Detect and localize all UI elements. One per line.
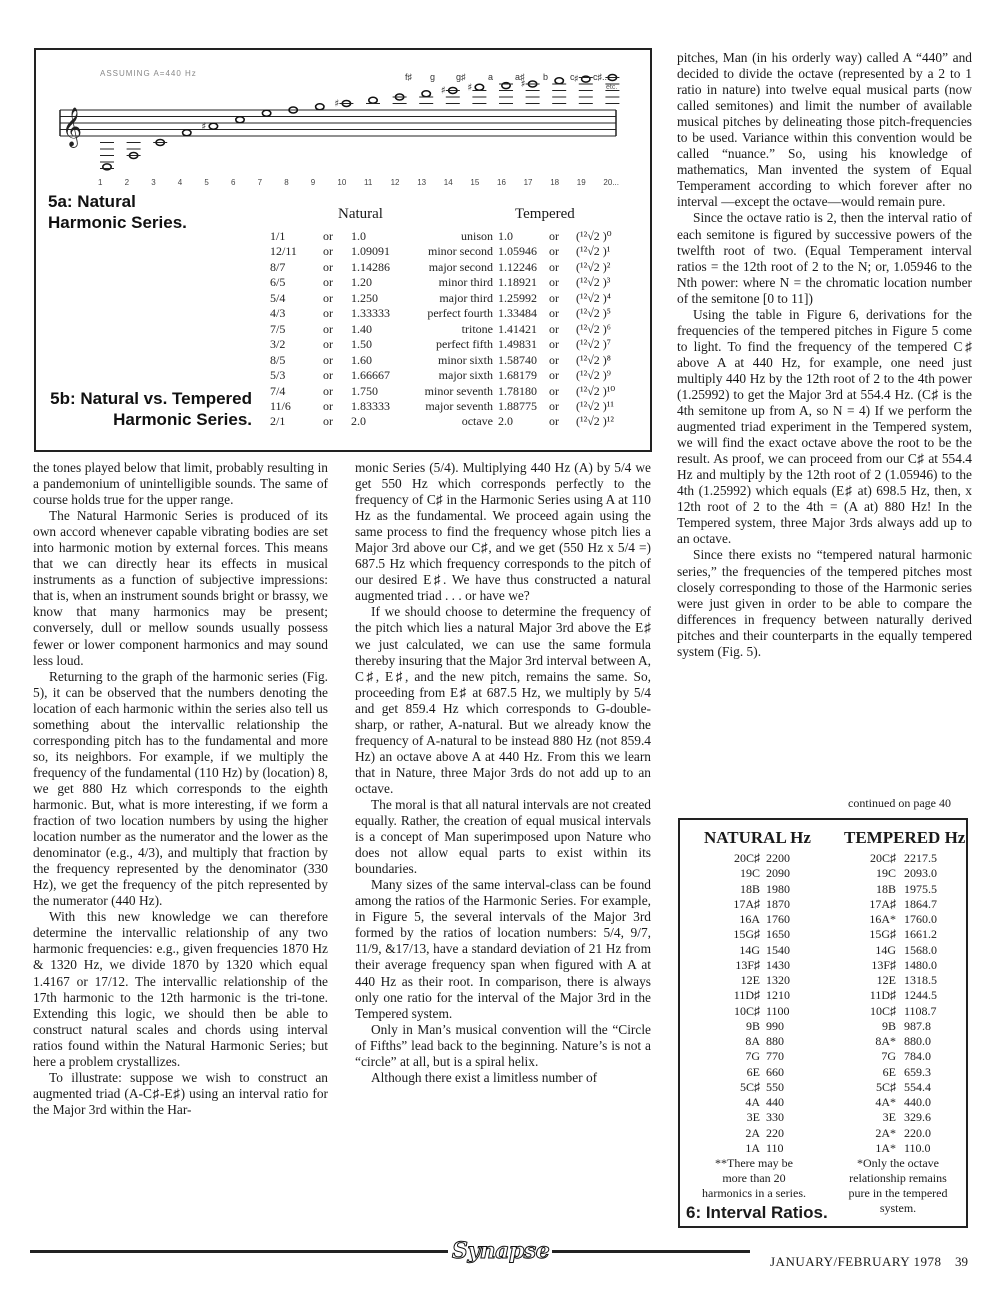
- ratio-cell-temp: 1.58740: [498, 352, 537, 367]
- caption-5b-line2: Harmonic Series.: [113, 410, 252, 429]
- hz-note-left-2: more than 20: [722, 1171, 786, 1185]
- ratio-cell-or1: or: [323, 306, 333, 321]
- hz-row: [680, 882, 970, 897]
- note-name-label: c♯...: [593, 72, 610, 82]
- footer-date: JANUARY/FEBRUARY 1978: [770, 1254, 942, 1269]
- harmonic-number: 1: [98, 178, 103, 187]
- hz-cell-tl: 9B: [881, 1018, 896, 1033]
- hz-note-left-3: harmonics in a series.: [702, 1186, 806, 1200]
- ratio-cell-or1: or: [323, 352, 333, 367]
- paragraph: Many sizes of the same interval-class can be found among the ratios of the Harmonic Series. For example, in Figure 5, the several intervals of the Major 3rd formed by the ratios of location numbers: 5/4, 9/7, 11/9, &17/13, have a standard deviation of 21 Hz from their average frequency span when figured with A at 440 Hz as their root. In comparison, there is always only one ratio for the interval of the Major 3rd in the Tempered system.: [355, 877, 651, 1021]
- ratio-cell-temp: 1.05946: [498, 244, 537, 259]
- ratio-cell-temp: 1.0: [498, 229, 513, 243]
- ratio-cell-name: perfect fourth: [427, 306, 493, 321]
- ratio-cell-name: minor sixth: [437, 352, 493, 367]
- footer-rule: [30, 1250, 750, 1253]
- hz-cell-nl: 12E: [740, 973, 760, 987]
- ratio-cell-expr: (¹²√2 )¹²: [576, 414, 614, 429]
- hz-row: [680, 1110, 970, 1125]
- hz-note-right-4: system.: [879, 1201, 917, 1215]
- ratio-cell-ratio: 6/5: [270, 275, 286, 290]
- hz-cell-tl: 10C♯: [869, 1003, 896, 1018]
- hz-cell-tl: 6E: [882, 1064, 896, 1079]
- paragraph: the tones played below that limit, probably resulting in a pandemonium of unintelligible sounds. The same of course holds true for the upper range.: [33, 460, 328, 508]
- ratio-cell-expr: (¹²√2 )⁴: [576, 290, 611, 305]
- harmonic-number: 15: [470, 178, 480, 187]
- harmonic-number: 20...: [603, 178, 619, 187]
- note-head: [236, 117, 244, 123]
- harmonic-number: 9: [310, 178, 316, 187]
- harmonic-number: 3: [151, 178, 156, 187]
- hz-row: [680, 1095, 970, 1110]
- text-column-2: [355, 460, 651, 1086]
- ratio-cell-ratio: 5/4: [270, 290, 286, 305]
- ratio-cell-name: major sixth: [438, 368, 493, 383]
- ratio-cell-ratio: 8/7: [270, 259, 286, 274]
- interval-ratios-box: [678, 818, 968, 1228]
- ratio-cell-nat: 1.33333: [351, 306, 390, 321]
- hz-row: [680, 1126, 970, 1141]
- hz-row: [680, 1004, 970, 1019]
- ratio-row: [270, 291, 640, 307]
- hz-row: [680, 1141, 970, 1156]
- hz-row: [680, 1019, 970, 1034]
- hz-cell-nl: 15G♯: [733, 927, 760, 942]
- ratio-cell-or1: or: [323, 383, 333, 398]
- hz-cell-tl: 16A*: [869, 912, 896, 926]
- ratio-cell-expr: (¹²√2 )²: [576, 259, 611, 274]
- ratio-cell-ratio: 7/4: [270, 383, 286, 398]
- ratio-cell-nat: 1.0: [351, 229, 366, 243]
- ratio-cell-name: octave: [461, 414, 493, 429]
- hz-cell-nv: 660: [766, 1064, 784, 1079]
- hz-cell-tl: 2A*: [875, 1125, 896, 1140]
- ratio-cell-temp: 1.41421: [498, 321, 537, 336]
- hz-cell-nv: 1540: [766, 942, 790, 957]
- hz-cell-tv: 220.0: [904, 1125, 931, 1140]
- hz-cell-tv: 2093.0: [904, 866, 937, 881]
- note-head: [422, 91, 430, 97]
- hz-cell-nv: 1100: [766, 1003, 790, 1018]
- ratio-cell-name: perfect fifth: [436, 337, 493, 352]
- ratio-cell-nat: 1.09091: [351, 244, 390, 259]
- note-name-label: c: [570, 72, 575, 82]
- hz-cell-tv: 659.3: [904, 1064, 931, 1079]
- hz-header-natural: NATURAL Hz: [704, 828, 811, 847]
- ratio-cell-ratio: 7/5: [270, 321, 286, 336]
- ratio-cell-nat: 1.50: [351, 337, 372, 352]
- ratio-cell-or1: or: [323, 290, 333, 305]
- ratio-cell-or1: or: [323, 259, 333, 274]
- ratio-row: [270, 368, 640, 384]
- hz-cell-nl: 9B: [745, 1018, 760, 1033]
- hz-cell-nv: 440: [766, 1095, 784, 1109]
- paragraph: Since there exists no “tempered natural harmonic series,” the frequencies of the tempered pitches most closely corresponding to those of the Harmonic series were just given in order to be able to compare the differences in frequency between naturally derived pitches and their counterparts in the equally tempered system (Fig. 5).: [677, 547, 972, 659]
- figure-note-names: [0, 72, 640, 86]
- synapse-logo: Synapse: [452, 1238, 550, 1264]
- hz-note-right-2: relationship remains: [849, 1171, 947, 1185]
- ratio-cell-nat: 1.83333: [351, 398, 390, 413]
- hz-row: [680, 1034, 970, 1049]
- paragraph: With this new knowledge we can therefore determine the intervallic relationship of any two harmonic frequencies: e.g., given frequencies 1870 Hz & 1320 Hz, we divide 1870 by 1320 which equal 1.4167 or 17/12. The intervallic relationship of the 17th harmonic to the 12th harmonic is the tri-tone. Extending this logic, we should then be able to construct natural scales and chords using interval ratios found within the Natural Harmonic Series; but here a problem crystallizes.: [33, 909, 328, 1069]
- hz-cell-nv: 220: [766, 1125, 784, 1140]
- ratio-cell-nat: 1.250: [351, 290, 378, 305]
- ratio-row: [270, 384, 640, 400]
- hz-cell-nv: 880: [766, 1034, 784, 1048]
- hz-cell-tl: 4A*: [875, 1095, 896, 1109]
- caption-5b-line1: 5b: Natural vs. Tempered: [50, 389, 252, 408]
- hz-cell-nl: 6E: [746, 1064, 760, 1079]
- text-column-1: [33, 460, 328, 1118]
- ratio-cell-temp: 1.25992: [498, 290, 537, 305]
- hz-cell-nv: 2090: [766, 866, 790, 881]
- hz-cell-nv: 330: [766, 1110, 784, 1125]
- hz-cell-nl: 11D♯: [733, 988, 760, 1003]
- harmonic-number: 19: [576, 178, 586, 187]
- ratio-cell-name: major third: [439, 290, 493, 305]
- ratio-cell-expr: (¹²√2 )⁵: [576, 306, 611, 321]
- hz-cell-nl: 14G: [739, 942, 760, 957]
- hz-cell-nv: 2200: [766, 851, 790, 865]
- harmonic-number: 16: [497, 178, 506, 187]
- hz-cell-tl: 8A*: [875, 1034, 896, 1048]
- hz-header-tempered: TEMPERED Hz: [844, 828, 966, 847]
- ratio-cell-or2: or: [549, 414, 559, 429]
- harmonic-number: 2: [124, 178, 130, 187]
- ratio-cell-name: minor third: [438, 275, 493, 290]
- note-head: [262, 110, 270, 116]
- ratio-row: [270, 353, 640, 369]
- ratio-cell-or1: or: [323, 244, 333, 259]
- harmonic-number: 8: [284, 178, 289, 187]
- ratio-cell-nat: 1.60: [351, 352, 372, 367]
- hz-cell-tv: 1568.0: [904, 942, 937, 957]
- hz-cell-tl: 19C: [875, 866, 896, 881]
- hz-cell-tv: 554.4: [904, 1079, 931, 1094]
- ratio-table: [270, 229, 640, 439]
- hz-row: [680, 866, 970, 881]
- harmonic-number: 5: [204, 178, 209, 187]
- hz-row: [680, 958, 970, 973]
- note-name-label: g♯: [456, 72, 466, 82]
- ratio-cell-or2: or: [549, 368, 559, 383]
- ratio-cell-or2: or: [549, 398, 559, 413]
- continued-note: continued on page 40: [848, 796, 951, 810]
- ratio-row: [270, 275, 640, 291]
- ratio-cell-name: minor second: [428, 244, 493, 259]
- ratio-cell-or2: or: [549, 383, 559, 398]
- paragraph: To illustrate: suppose we wish to construct an augmented triad (A-C♯-E♯) using an interval ratio for the Major 3rd within the Har-: [33, 1069, 328, 1117]
- hz-cell-nv: 110: [766, 1140, 784, 1155]
- ratio-cell-ratio: 3/2: [270, 337, 286, 352]
- treble-clef-icon: 𝄞: [62, 107, 83, 147]
- sharp-sign-icon: ♯: [573, 74, 579, 86]
- ratio-cell-nat: 1.14286: [351, 259, 390, 274]
- ratio-cell-expr: (¹²√2 )⁹: [576, 368, 611, 383]
- hz-cell-tl: 17A♯: [869, 896, 896, 911]
- caption-6: 6: Interval Ratios.: [686, 1203, 828, 1222]
- hz-cell-tl: 14G: [875, 942, 896, 957]
- paragraph: Although there exist a limitless number of: [371, 1069, 598, 1085]
- hz-cell-tl: 7G: [881, 1049, 896, 1064]
- hz-cell-nl: 18B: [739, 881, 760, 896]
- ratio-cell-expr: (¹²√2 )⁸: [576, 352, 611, 367]
- hz-cell-tv: 1975.5: [904, 881, 937, 896]
- hz-note-right-3: pure in the tempered: [848, 1186, 948, 1200]
- hz-row: [680, 927, 970, 942]
- ratio-cell-expr: (¹²√2 )⁶: [576, 321, 611, 336]
- ratio-cell-expr: (¹²√2 )¹¹: [576, 398, 614, 413]
- harmonic-number: 10: [337, 178, 347, 187]
- hz-cell-nv: 1760: [766, 912, 790, 926]
- hz-cell-tl: 13F♯: [871, 957, 896, 972]
- paragraph: The Natural Harmonic Series is produced of its own accord whenever capable vibrating bodies are set into harmonic motion by external forces. This means that we can directly hear its effects in musical instruments as a function of subjective impressions: that is, when an instrument sounds bright or brassy, we know that many harmonics may be present; conversely, dull or mellow sounds usually possess fewer or lower component harmonics and may sound less loud.: [33, 508, 328, 668]
- hz-cell-tv: 1864.7: [904, 896, 937, 911]
- hz-cell-nl: 19C: [739, 866, 760, 881]
- ratio-cell-expr: (¹²√2 )¹: [576, 244, 611, 259]
- ratio-cell-or1: or: [323, 275, 333, 290]
- hz-cell-nl: 2A: [745, 1125, 760, 1140]
- hz-row: [680, 988, 970, 1003]
- harmonic-number: 14: [443, 178, 453, 187]
- hz-cell-nl: 8A: [745, 1034, 760, 1048]
- ratio-cell-ratio: 12/11: [270, 244, 297, 259]
- hz-cell-tl: 12E: [876, 973, 896, 987]
- ratio-row: [270, 399, 640, 415]
- ratio-cell-or2: or: [549, 321, 559, 336]
- ratio-cell-expr: (¹²√2 )⁷: [576, 337, 611, 352]
- hz-cell-tv: 880.0: [904, 1034, 931, 1048]
- hz-row: [680, 851, 970, 866]
- ratio-cell-or1: or: [323, 368, 333, 383]
- header-tempered: Tempered: [515, 206, 575, 222]
- hz-row: [680, 897, 970, 912]
- ratio-cell-nat: 2.0: [351, 414, 366, 429]
- ratio-cell-or2: or: [549, 229, 559, 243]
- harmonic-number-row: [0, 178, 640, 190]
- hz-cell-nl: 4A: [745, 1095, 760, 1109]
- hz-cell-nl: 5C♯: [739, 1079, 760, 1094]
- sharp-sign-icon: ♯: [467, 82, 473, 94]
- hz-cell-tv: 2217.5: [904, 851, 937, 865]
- hz-rows: [680, 851, 970, 1161]
- ratio-cell-name: unison: [460, 229, 493, 243]
- hz-cell-tl: 20C♯: [869, 851, 896, 865]
- note-name-label: f♯: [405, 72, 413, 82]
- hz-cell-nl: 10C♯: [733, 1003, 760, 1018]
- harmonic-number: 6: [231, 178, 236, 187]
- ratio-cell-temp: 1.68179: [498, 368, 537, 383]
- ratio-cell-temp: 1.49831: [498, 337, 537, 352]
- hz-cell-nl: 13F♯: [735, 957, 760, 972]
- ratio-cell-or2: or: [549, 290, 559, 305]
- ratio-cell-temp: 1.88775: [498, 398, 537, 413]
- sharp-sign-icon: ♯: [440, 85, 446, 97]
- note-head: [316, 104, 324, 110]
- hz-cell-tv: 440.0: [904, 1095, 931, 1109]
- ratio-row: [270, 306, 640, 322]
- sharp-sign-icon: ♯: [520, 79, 526, 90]
- ratio-cell-nat: 1.20: [351, 275, 372, 290]
- ratio-row: [270, 322, 640, 338]
- ratio-cell-ratio: 4/3: [270, 306, 286, 321]
- ratio-cell-expr: (¹²√2 )¹⁰: [576, 383, 616, 398]
- ratio-cell-nat: 1.40: [351, 321, 372, 336]
- hz-cell-nl: 1A: [745, 1140, 760, 1155]
- hz-row: [680, 1080, 970, 1095]
- harmonic-number: 12: [390, 178, 400, 187]
- hz-cell-tv: 1760.0: [904, 912, 937, 926]
- ratio-cell-or2: or: [549, 244, 559, 259]
- ratio-cell-or2: or: [549, 275, 559, 290]
- harmonic-number: 11: [364, 178, 373, 187]
- ratio-cell-nat: 1.66667: [351, 368, 390, 383]
- hz-cell-tv: 1244.5: [904, 988, 937, 1003]
- hz-cell-nv: 1430: [766, 957, 790, 972]
- hz-cell-nv: 1320: [766, 973, 790, 987]
- hz-cell-tv: 1480.0: [904, 957, 937, 972]
- note-head: [183, 130, 191, 136]
- ratio-cell-name: minor seventh: [424, 383, 493, 398]
- page-number: 39: [955, 1254, 968, 1269]
- paragraph: Only in Man’s musical convention will the “Circle of Fifths” lead back to the beginning. Nature’s is not a “circle” at all, but is a spiral helix.: [355, 1021, 651, 1069]
- note-name-label: a: [488, 72, 494, 82]
- ratio-cell-or2: or: [549, 352, 559, 367]
- ratio-cell-temp: 1.18921: [498, 275, 537, 290]
- paragraph: Returning to the graph of the harmonic series (Fig. 5), it can be observed that the numbers denoting the location of each harmonic within the series also tell us something about the intervallic relationship the corresponding pitch has to the fundamental and more so, its neighbors. For example, if we multiply the frequency of the fundamental (110 Hz) by (location) 8, we get 880 Hz which corresponds to the eighth harmonic. But, what is more interesting, if we form a fraction of two location numbers by using the higher location number as the numerator and the lower as the denominator (e.g., 4/3), and multiply that fraction by the frequency represented by the denominator (330 Hz), we get the frequency of the pitch represented by the numerator (440 Hz).: [33, 668, 328, 909]
- ratio-cell-or1: or: [323, 337, 333, 352]
- hz-cell-nv: 550: [766, 1079, 784, 1094]
- hz-cell-tl: 18B: [875, 881, 896, 896]
- ratio-row: [270, 414, 640, 430]
- caption-5b: [50, 388, 252, 430]
- caption-5a-line2: Harmonic Series.: [48, 213, 187, 232]
- ratio-cell-expr: (¹²√2 )³: [576, 275, 611, 290]
- note-head: [209, 123, 217, 129]
- hz-cell-tl: 3E: [882, 1110, 896, 1125]
- ratio-cell-or1: or: [323, 414, 333, 429]
- ratio-row: [270, 244, 640, 260]
- hz-cell-tv: 1661.2: [904, 927, 937, 942]
- ratio-cell-ratio: 11/6: [270, 398, 291, 413]
- paragraph: The moral is that all natural intervals are not created equally. Rather, the creation of equal musical intervals is a concept of Man superimposed upon Nature who does not allow equal parts to exist within its boundaries.: [355, 796, 651, 877]
- paragraph: If we should choose to determine the frequency of the pitch which lies a natural Major 3rd above the E♯ we just calculated, we can use the same formula thereby insuring that the Major 3rd interval between A, C♯, E♯, and the new pitch, remains the same. So, proceeding from E♯ at 687.5 Hz, we multiply by 5/4 and get 859.4 Hz which corresponds to G-double-sharp, or rather, A-natural. But we already know the frequency of A-natural to be instead 880 Hz (not 859.4 Hz) an octave above A at 440 Hz. From this we learn that in Nature, three Major 3rds do not add up to an octave.: [355, 604, 651, 796]
- hz-cell-tv: 1318.5: [904, 973, 937, 987]
- sharp-sign-icon: ♯: [201, 121, 207, 133]
- ratio-cell-temp: 1.33484: [498, 306, 537, 321]
- ratio-cell-or2: or: [549, 306, 559, 321]
- note-name-label: a♯: [515, 72, 525, 82]
- hz-cell-tv: 329.6: [904, 1110, 931, 1125]
- paragraph: monic Series (5/4). Multiplying 440 Hz (A) by 5/4 we get 550 Hz which corresponds perfectly to the frequency of C♯ in the Harmonic Series using A at 110 Hz as the fundamental. We proceed again using the same process to find the frequency whose pitch lies a Major 3rd above our C♯, and we get (550 Hz x 5/4 =) 687.5 Hz which frequency corresponds to the pitch of our desired E♯. We have thus constructed a natural augmented triad . . . or have we?: [355, 460, 651, 604]
- hz-cell-tl: 15G♯: [869, 927, 896, 942]
- header-natural: Natural: [338, 206, 383, 222]
- hz-cell-tl: 1A*: [875, 1140, 896, 1155]
- caption-5a-line1: 5a: Natural: [48, 192, 136, 211]
- ratio-cell-temp: 1.78180: [498, 383, 537, 398]
- hz-row: [680, 912, 970, 927]
- figure-assuming-label: ASSUMING A=440 Hz: [100, 69, 197, 78]
- hz-row: [680, 943, 970, 958]
- sharp-sign-icon: ♯: [334, 98, 340, 110]
- hz-cell-nv: 990: [766, 1018, 784, 1033]
- hz-note-right-1: *Only the octave: [857, 1156, 939, 1170]
- figure-etc-label: etc.: [606, 84, 618, 91]
- note-name-label: g: [430, 72, 436, 82]
- hz-note-left: [684, 1156, 824, 1201]
- ratio-cell-or2: or: [549, 337, 559, 352]
- ratio-cell-temp: 2.0: [498, 414, 513, 429]
- hz-cell-nv: 1980: [766, 881, 790, 896]
- ratio-cell-ratio: 5/3: [270, 368, 286, 383]
- ratio-cell-name: tritone: [461, 321, 493, 336]
- harmonic-number: 4: [177, 178, 183, 187]
- ratio-cell-expr: (¹²√2 )⁰: [576, 229, 612, 243]
- hz-row: [680, 1065, 970, 1080]
- harmonic-number: 7: [257, 178, 263, 187]
- ratio-cell-or1: or: [323, 398, 333, 413]
- hz-cell-nl: 20C♯: [733, 851, 760, 865]
- harmonic-number: 13: [417, 178, 427, 187]
- ratio-row: [270, 260, 640, 276]
- hz-cell-nv: 1870: [766, 896, 790, 911]
- hz-cell-nl: 7G: [745, 1049, 760, 1064]
- hz-cell-tv: 1108.7: [904, 1003, 937, 1018]
- text-column-3: [677, 50, 972, 660]
- note-head: [369, 97, 377, 103]
- ratio-cell-ratio: 1/1: [270, 229, 286, 243]
- note-name-label: b: [543, 72, 549, 82]
- hz-cell-nl: 3E: [746, 1110, 760, 1125]
- ratio-cell-ratio: 2/1: [270, 414, 286, 429]
- harmonic-number: 18: [550, 178, 560, 187]
- ratio-row: [270, 229, 640, 245]
- hz-cell-tv: 987.8: [904, 1018, 931, 1033]
- hz-cell-nl: 16A: [739, 912, 760, 926]
- ratio-cell-name: major second: [428, 259, 493, 274]
- hz-row: [680, 973, 970, 988]
- hz-cell-tl: 11D♯: [869, 988, 896, 1003]
- paragraph: Using the table in Figure 6, derivations for the frequencies of the tempered pitches in Figure 5 come to light. To find the frequency of the tempered C♯ above A at 440 Hz, for example, one need just multiply 440 Hz by the 12th root of 2 to the 4th power (1.25992) to get the Major 3rd at 554.4 Hz. (C♯ is the 4th semitone up from A, so N = 4) If we perform the augmented triad experiment in the Tempered system, we will find the exact octave above the root to be the result. As proof, we can proceed from our C♯ at 554.4 Hz and multiply by the 12th root of 2 (1.05946) to the 4th (1.25992) which equals (E♯ at) 698.5 Hz, then, x 12th root of 2 to the 4th = (A at) 880 Hz! In the Tempered system, three Major 3rds always add up to an octave.: [677, 306, 972, 547]
- ratio-cell-temp: 1.12246: [498, 259, 537, 274]
- hz-cell-nl: 17A♯: [733, 896, 760, 911]
- ratio-cell-name: major seventh: [425, 398, 493, 413]
- hz-cell-nv: 1650: [766, 927, 790, 942]
- hz-cell-nv: 770: [766, 1049, 784, 1064]
- paragraph: Since the octave ratio is 2, then the interval ratio of each semitone is figured by successive powers of the twelfth root of two. (Equal Temperament interval ratios = the 12th root of 2 to the N; or, 1.05946 to the Nth power: where N = the chromatic location number of the semitone [0 to 11]): [677, 210, 972, 306]
- ratio-cell-or1: or: [323, 321, 333, 336]
- hz-row: [680, 1049, 970, 1064]
- ratio-row: [270, 337, 640, 353]
- hz-cell-tv: 784.0: [904, 1049, 931, 1064]
- hz-cell-tv: 110.0: [904, 1140, 931, 1155]
- ratio-cell-nat: 1.750: [351, 383, 378, 398]
- harmonic-number: 17: [523, 178, 533, 187]
- hz-cell-tl: 5C♯: [875, 1079, 896, 1094]
- paragraph: pitches, Man (in his orderly way) called A “440” and decided to divide the octave (represented by a 2 to 1 ratio in nature) into twelve equal musical parts (now called semitones) and limit the number of available musical pitches by delineating those pitch-frequencies to be used. Variance within this convention would be called “nuance.” So, using his knowledge of mathematics, Man invented the system of Equal Temperament according to which forever after no interval —except the octave—would remain pure.: [677, 50, 972, 210]
- hz-cell-nv: 1210: [766, 988, 790, 1003]
- hz-note-left-1: **There may be: [715, 1156, 793, 1170]
- caption-5a: [48, 191, 187, 233]
- ratio-cell-or2: or: [549, 259, 559, 274]
- ratio-cell-or1: or: [323, 229, 333, 243]
- ratio-cell-ratio: 8/5: [270, 352, 286, 367]
- hz-note-right: [828, 1156, 968, 1216]
